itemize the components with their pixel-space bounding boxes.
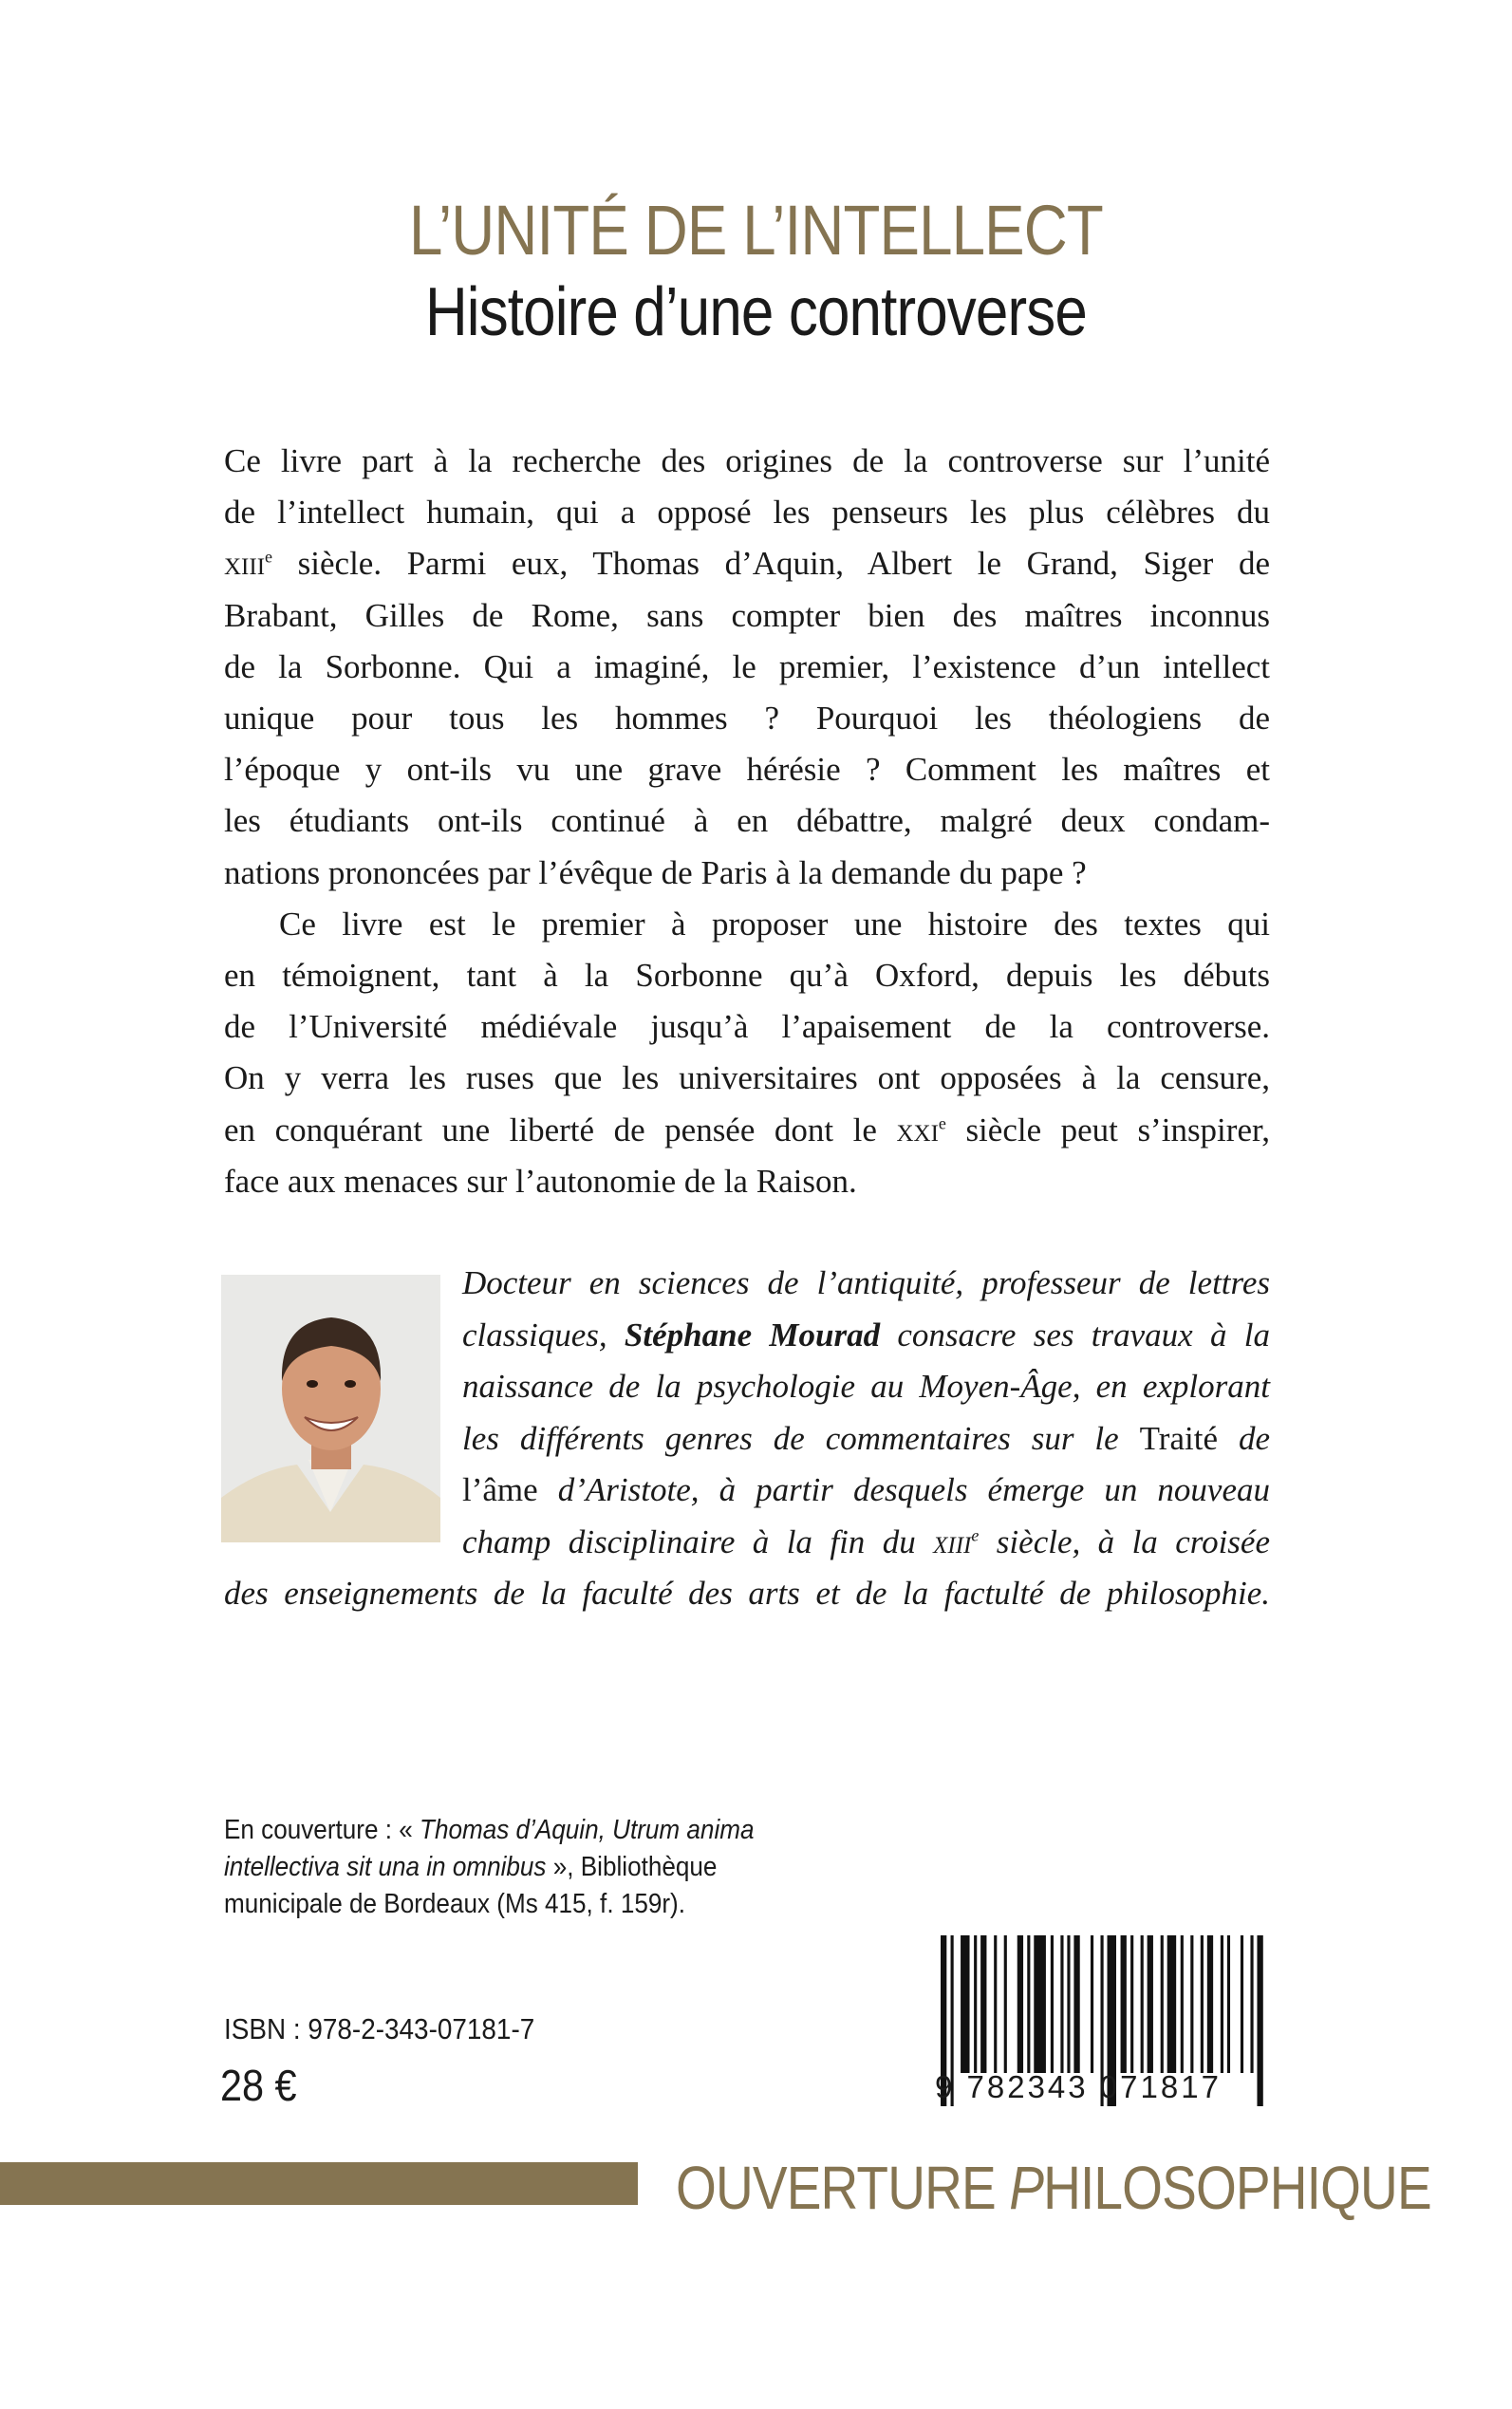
author-photo	[221, 1275, 440, 1542]
bio-line	[462, 1361, 1270, 1412]
blurb-text: siècle. Parmi eux, Thomas d’Aquin, Albert le Grand, Siger de	[272, 545, 1270, 583]
blurb-text: e	[938, 1112, 946, 1132]
book-title: L’UNITÉ DE L’INTELLECT	[409, 191, 1103, 270]
blurb-text: On y verra les ruses que les universitaires ont opposées à la censure,	[224, 1059, 1270, 1097]
blurb-line	[224, 1053, 1270, 1104]
barcode-digits: 9 782343 071817	[935, 2069, 1222, 2104]
bio-text: classiques,	[462, 1316, 625, 1354]
bio-text: d’Aristote, à partir desquels émerge un nouveau	[537, 1471, 1270, 1508]
blurb-text: Ce livre part à la recherche des origines de la controverse sur l’unité	[224, 442, 1270, 479]
bio-line	[462, 1517, 1270, 1568]
barcode-bar	[1130, 1935, 1133, 2073]
cover-credit	[224, 1812, 779, 1923]
barcode-bar	[1060, 1935, 1063, 2073]
blurb-text: xiii	[224, 545, 266, 583]
blurb-text: nations prononcées par l’évêque de Paris à la demande du pape ?	[224, 853, 1087, 891]
barcode-bar	[1121, 1935, 1127, 2073]
blurb-text: xxi	[896, 1111, 939, 1148]
blurb-text: l’époque y ont-ils vu une grave hérésie ? Comment les maîtres et	[224, 751, 1270, 789]
bio-text: Traité	[1139, 1419, 1218, 1457]
barcode-bar	[1190, 1935, 1193, 2073]
blurb-text: de l’Université médiévale jusqu’à l’apaisement de la controverse.	[224, 1008, 1270, 1046]
series-name	[676, 2153, 1431, 2223]
blurb-line	[224, 848, 1270, 899]
bio-text: Docteur en sciences de l’antiquité, professeur de lettres	[462, 1264, 1270, 1301]
blurb-line	[224, 436, 1270, 487]
bio-text: naissance de la psychologie au Moyen-Âge, en explorant	[462, 1368, 1270, 1405]
barcode-bar	[1221, 1935, 1223, 2073]
cover-credit-title: Thomas d’Aquin, Utrum anima intellectiva sit una in omnibus	[224, 1815, 755, 1882]
barcode-bar	[1148, 1935, 1153, 2073]
blurb-text: de la Sorbonne. Qui a imaginé, le premier, l’existence d’un intellect	[224, 647, 1270, 685]
bio-line	[462, 1310, 1270, 1361]
blurb-text: e	[265, 547, 273, 567]
blurb-line	[224, 899, 1270, 950]
barcode-bar	[980, 1935, 986, 2073]
barcode-bar	[1141, 1935, 1144, 2073]
series-bar	[0, 2162, 638, 2205]
barcode-bar	[1051, 1935, 1054, 2073]
blurb-line	[224, 538, 1270, 589]
bio-text: e	[971, 1524, 980, 1544]
bio-line	[462, 1465, 1270, 1516]
blurb-line	[224, 693, 1270, 744]
blurb-line	[224, 1001, 1270, 1053]
barcode-bar	[1091, 1935, 1093, 2073]
bio-text: de	[1217, 1419, 1270, 1457]
blurb-text: siècle peut s’inspirer,	[945, 1111, 1270, 1148]
barcode-bar	[1167, 1935, 1176, 2073]
blurb-text: face aux menaces sur l’autonomie de la Raison.	[224, 1162, 857, 1200]
bio-line	[224, 1568, 1270, 1619]
series-part1: OUVERTURE	[676, 2154, 1010, 2222]
blurb-text: Ce livre est le premier à proposer une histoire des textes qui	[279, 905, 1270, 943]
barcode-bar	[961, 1935, 969, 2073]
cover-credit-suffix: », Bibliothèque municipale de Bordeaux (Ms 415, f. 159r).	[224, 1852, 718, 1919]
blurb-line	[224, 1156, 1270, 1207]
price: 28 €	[220, 2061, 297, 2110]
barcode-bar	[1201, 1935, 1204, 2073]
barcode-bar	[1017, 1935, 1023, 2073]
blurb-text: unique pour tous les hommes ? Pourquoi les théologiens de	[224, 700, 1270, 737]
bio-text: siècle, à la croisée	[979, 1522, 1270, 1560]
bio-text: Stéphane Mourad	[624, 1316, 881, 1354]
bio-line	[462, 1413, 1270, 1465]
bio-text: l’âme	[462, 1471, 538, 1508]
barcode-bar	[1027, 1935, 1030, 2073]
bio-text: champ disciplinaire à la fin du	[462, 1522, 934, 1560]
blurb-line	[224, 795, 1270, 847]
bio-text: des enseignements de la faculté des arts et de la factulté de philosophie.	[224, 1575, 1270, 1612]
book-subtitle: Histoire d’une controverse	[424, 274, 1087, 350]
bio-text: les différents genres de commentaires sur le	[462, 1419, 1140, 1457]
blurb-text: de l’intellect humain, qui a opposé les penseurs les plus célèbres du	[224, 494, 1270, 532]
barcode-bar	[1161, 1935, 1164, 2073]
barcode-bar	[1073, 1935, 1079, 2073]
blurb-line	[224, 744, 1270, 795]
barcode-bar	[1034, 1935, 1046, 2073]
bio-text: consacre ses travaux à la	[880, 1316, 1270, 1354]
barcode-bar	[1181, 1935, 1184, 2073]
barcode-bar	[1227, 1935, 1230, 2073]
isbn: ISBN : 978-2-343-07181-7	[224, 2012, 535, 2045]
cover-credit-prefix: En couverture : «	[224, 1815, 420, 1845]
bio-text: xiii	[933, 1522, 972, 1560]
barcode-bar	[994, 1935, 997, 2073]
blurb-line	[224, 950, 1270, 1001]
blurb-line	[224, 642, 1270, 693]
blurb-line	[224, 590, 1270, 642]
blurb-line	[224, 1105, 1270, 1156]
barcode-bar	[1067, 1935, 1070, 2073]
barcode-bar	[1004, 1935, 1007, 2073]
series-part2: P	[1009, 2154, 1044, 2222]
barcode-bar	[1241, 1935, 1243, 2073]
series-part3: HILOSOPHIQUE	[1043, 2154, 1431, 2222]
blurb-text: en conquérant une liberté de pensée dont le	[224, 1111, 897, 1148]
bio-line	[462, 1258, 1270, 1309]
barcode-bar	[1207, 1935, 1213, 2073]
blurb-text: en témoignent, tant à la Sorbonne qu’à Oxford, depuis les débuts	[224, 957, 1270, 994]
blurb-text: les étudiants ont-ils continué à en débattre, malgré deux condam-	[224, 802, 1270, 840]
barcode-bar	[1250, 1935, 1253, 2073]
blurb-line	[224, 487, 1270, 538]
barcode-bar	[974, 1935, 977, 2073]
blurb-text: Brabant, Gilles de Rome, sans compter bien des maîtres inconnus	[224, 596, 1270, 634]
